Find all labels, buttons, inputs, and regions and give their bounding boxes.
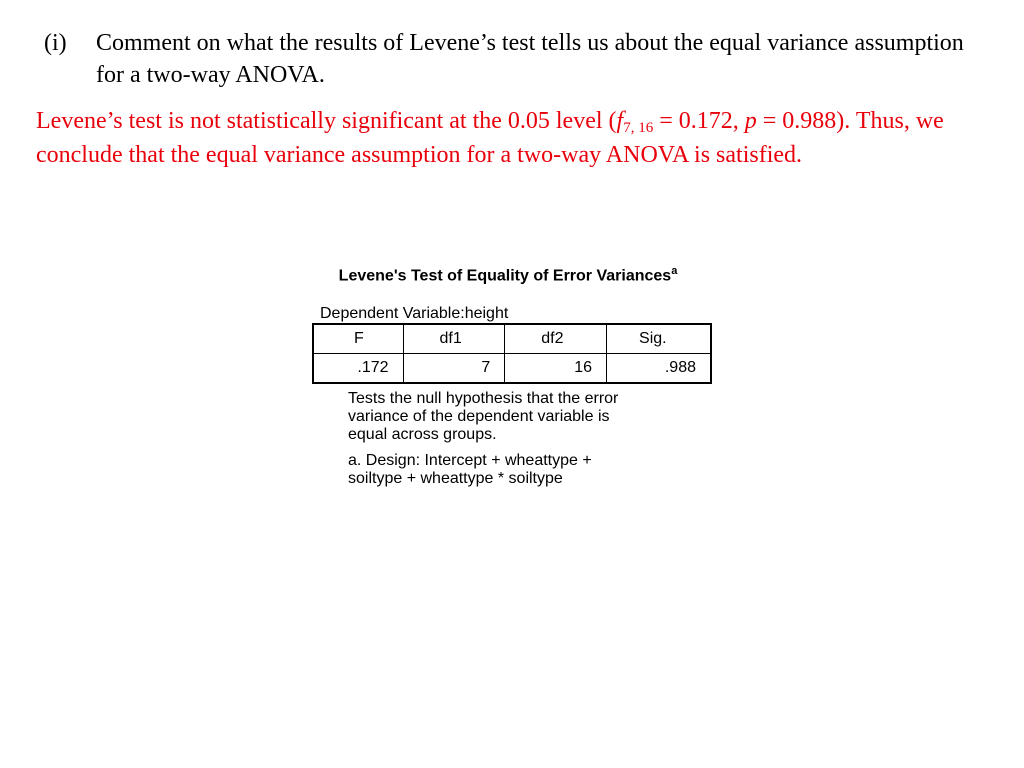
null-hypothesis-note: Tests the null hypothesis that the error variance of the dependent variable is equal across groups. bbox=[348, 390, 619, 444]
column-header-f: F bbox=[313, 324, 403, 354]
column-header-sig: Sig. bbox=[607, 324, 711, 354]
title-footnote-marker: a bbox=[671, 265, 678, 277]
levene-output-table bbox=[312, 262, 712, 488]
answer-part-3: = 0.988). Thus, we conclude that the equal variance assumption for a two-way ANOVA is satisfied. bbox=[36, 108, 944, 168]
p-symbol: p bbox=[744, 108, 757, 134]
question-number: (i) bbox=[44, 30, 67, 56]
f-symbol: f bbox=[616, 108, 624, 134]
cell-df2: 16 bbox=[505, 354, 607, 384]
design-note: a. Design: Intercept + wheattype + soiltype + wheattype * soiltype bbox=[348, 452, 592, 488]
column-header-df2: df2 bbox=[505, 324, 607, 354]
dependent-variable-label: Dependent Variable:height bbox=[320, 305, 509, 323]
answer-part-1: Levene’s test is not statistically significant at the 0.05 level ( bbox=[36, 108, 617, 134]
cell-sig: .988 bbox=[607, 354, 711, 384]
table-row bbox=[313, 354, 711, 384]
answer-part-2: = 0.172, bbox=[653, 108, 745, 134]
cell-df1: 7 bbox=[403, 354, 505, 384]
f-subscript: 7, 16 bbox=[623, 120, 654, 136]
table-title-text: Levene's Test of Equality of Error Variances bbox=[338, 267, 672, 285]
question-text: Comment on what the results of Levene’s test tells us about the equal variance assumption for a two-way ANOVA. bbox=[96, 30, 964, 88]
header-row bbox=[313, 324, 711, 354]
cell-f: .172 bbox=[313, 354, 403, 384]
levene-table bbox=[312, 323, 712, 384]
column-header-df1: df1 bbox=[403, 324, 505, 354]
table-title bbox=[328, 262, 688, 285]
answer-text bbox=[36, 104, 1016, 172]
